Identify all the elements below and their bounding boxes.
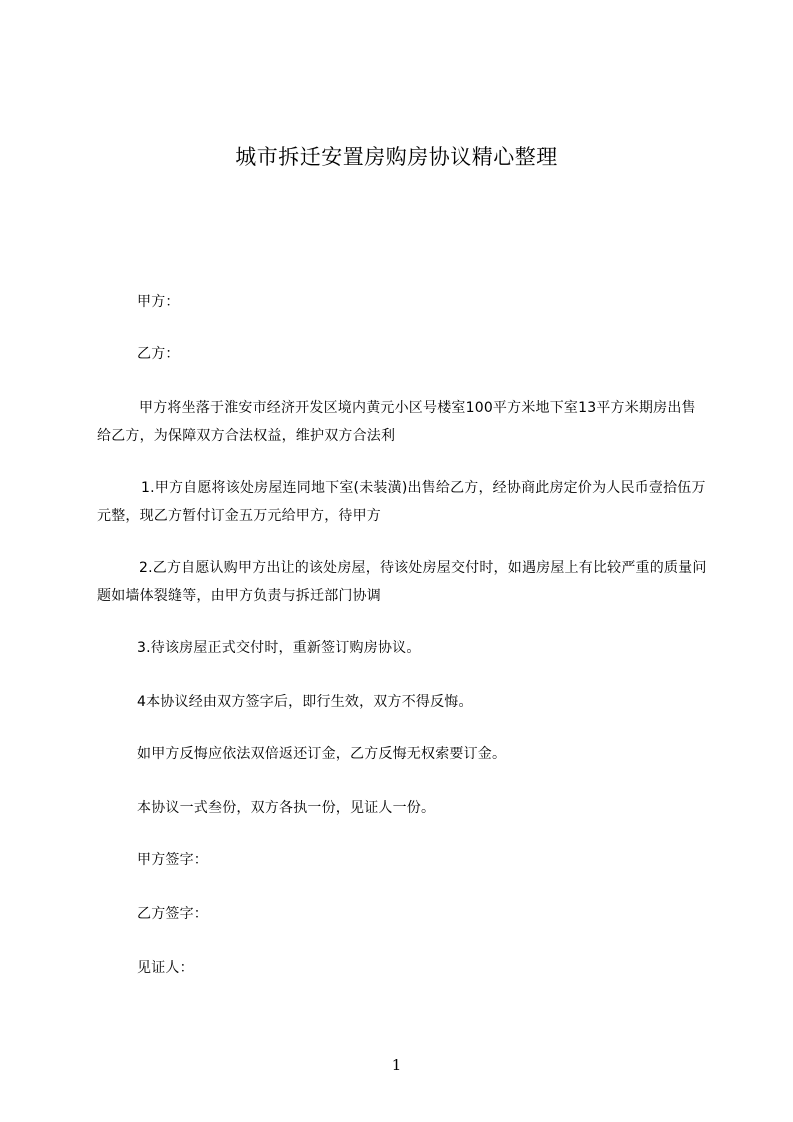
party-b-signature-line: 乙方签字： [137,906,208,922]
clause-1: 1.甲方自愿将该处房屋连同地下室(未装潢)出售给乙方，经协商此房定价为人民币壹拾伍万元整，现乙方暂付订金五万元给甲方，待甲方 [97,480,706,524]
copies-clause: 本协议一式叁份，双方各执一份，见证人一份。 [137,800,436,816]
intro-paragraph: 甲方将坐落于淮安市经济开发区境内黄元小区号楼室100平方米地下室13平方米期房出售给乙方，为保障双方合法权益，维护双方合法利 [97,400,696,444]
party-b-line: 乙方： [137,346,180,362]
party-a-signature-line: 甲方签字： [137,852,208,868]
page-number: 1 [391,1056,402,1074]
party-a-line: 甲方： [137,294,180,310]
clause-4: 4本协议经由双方签字后，即行生效，双方不得反悔。 [137,694,473,710]
breach-clause: 如甲方反悔应依法双倍返还订金，乙方反悔无权索要订金。 [137,746,507,762]
witness-line: 见证人： [137,960,194,976]
document-title: 城市拆迁安置房购房协议精心整理 [235,145,558,169]
clause-3: 3.待该房屋正式交付时，重新签订购房协议。 [137,640,421,656]
clause-2: 2.乙方自愿认购甲方出让的该处房屋，待该处房屋交付时，如遇房屋上有比较严重的质量问题如墙体裂缝等，由甲方负责与拆迁部门协调 [97,560,707,604]
